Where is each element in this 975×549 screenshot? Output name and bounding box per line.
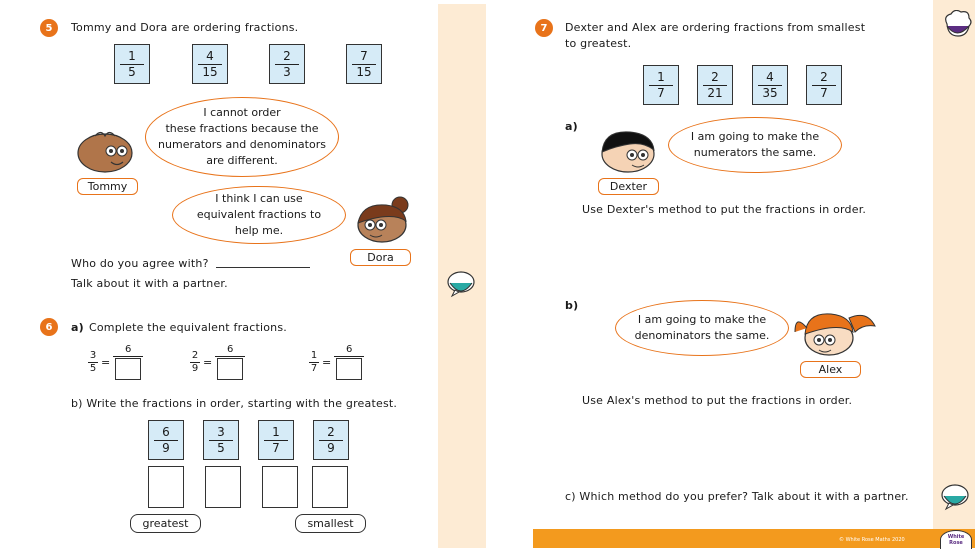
eq3-answer-box[interactable] — [336, 358, 362, 380]
who-agree-answer-line[interactable] — [216, 267, 310, 268]
q5-card-2 — [192, 44, 228, 84]
q7-card-1-num: 1 — [657, 69, 665, 84]
smallest-label: smallest — [295, 514, 366, 533]
q6-card-4-den: 9 — [327, 440, 335, 455]
discussion-icon — [446, 270, 476, 298]
dexter-speech-line-2: numerators the same. — [693, 146, 817, 159]
discussion-icon-right — [939, 483, 971, 511]
q5-card-1-den: 5 — [128, 64, 136, 79]
dora-name-tag: Dora — [350, 249, 411, 266]
eq1-result-num: 6 — [125, 344, 132, 355]
q6-card-3-num: 1 — [272, 424, 280, 439]
eq3-result-num: 6 — [346, 344, 353, 355]
eq2-den: 9 — [191, 363, 199, 374]
dexter-task-text: Use Dexter's method to put the fractions in order. — [582, 203, 867, 216]
q6-card-4-num: 2 — [327, 424, 335, 439]
tommy-speech-line-4: are different. — [206, 154, 278, 167]
q6-card-1-den: 9 — [162, 440, 170, 455]
tommy-speech-line-1: I cannot order — [203, 106, 281, 119]
q6-card-2-den: 5 — [217, 440, 225, 455]
eq1-den: 5 — [89, 363, 97, 374]
alex-name-tag: Alex — [800, 361, 861, 378]
alex-face-icon — [793, 308, 877, 358]
q6-card-1-num: 6 — [162, 424, 170, 439]
q7-card-2 — [697, 65, 733, 105]
greatest-label: greatest — [130, 514, 201, 533]
order-box-4[interactable] — [312, 466, 348, 508]
q6-card-3-den: 7 — [272, 440, 280, 455]
alex-task-text: Use Alex's method to put the fractions in order. — [582, 394, 853, 407]
talk-partner-text: Talk about it with a partner. — [71, 277, 228, 290]
who-agree-text: Who do you agree with? — [71, 257, 209, 270]
q7-card-4 — [806, 65, 842, 105]
q6-equation-2: $\frac{2}{9}$ = 6 — [190, 345, 245, 380]
alex-speech-line-2: denominators the same. — [634, 329, 770, 342]
q7-card-2-num: 2 — [711, 69, 719, 84]
eq2-result-num: 6 — [227, 344, 234, 355]
dexter-face-icon — [596, 128, 660, 174]
question-6-number: 6 — [40, 318, 58, 336]
dexter-speech-line-1: I am going to make the — [690, 130, 820, 143]
tommy-name-tag: Tommy — [77, 178, 138, 195]
tommy-speech-bubble — [145, 97, 339, 177]
q7-card-3 — [752, 65, 788, 105]
q5-card-2-den: 15 — [202, 64, 218, 79]
q6a-label: a) — [71, 321, 84, 334]
q5-card-4-den: 15 — [356, 64, 372, 79]
q6-card-2 — [203, 420, 239, 460]
tommy-face-icon — [73, 128, 137, 174]
dora-speech-line-3: help me. — [234, 224, 284, 237]
dora-face-icon — [350, 195, 416, 245]
q5-card-3-den: 3 — [283, 64, 291, 79]
question-7-text-line-1: Dexter and Alex are ordering fractions from smallest — [565, 21, 866, 34]
question-7-text-line-2: to greatest. — [565, 37, 632, 50]
alex-speech-bubble — [615, 300, 789, 356]
dexter-speech-bubble — [668, 117, 842, 173]
order-box-3[interactable] — [262, 466, 298, 508]
white-rose-logo — [940, 530, 972, 549]
logo-line-1: White — [947, 534, 965, 540]
dora-speech-line-2: equivalent fractions to — [196, 208, 322, 221]
q7-card-4-den: 7 — [820, 85, 828, 100]
question-7-number: 7 — [535, 19, 553, 37]
thinking-cloud-icon — [941, 10, 973, 40]
dexter-name-tag: Dexter — [598, 178, 659, 195]
q7-card-3-den: 35 — [762, 85, 778, 100]
q7-card-3-num: 4 — [766, 69, 774, 84]
tommy-speech-line-2: these fractions because the — [165, 122, 319, 135]
q7a-label: a) — [565, 120, 578, 133]
q6a-text: Complete the equivalent fractions. — [89, 321, 287, 334]
q5-card-4 — [346, 44, 382, 84]
q7-card-2-den: 21 — [707, 85, 723, 100]
question-5-number: 5 — [40, 19, 58, 37]
alex-speech-line-1: I am going to make the — [637, 313, 767, 326]
logo-line-2: Rose — [949, 540, 963, 546]
eq3-den: 7 — [310, 363, 318, 374]
q7-card-4-num: 2 — [820, 69, 828, 84]
q5-card-2-num: 4 — [206, 48, 214, 63]
q6-equation-1: $\frac{3}{5}$ = 6 — [88, 345, 143, 380]
q5-card-3 — [269, 44, 305, 84]
q7-card-1-den: 7 — [657, 85, 665, 100]
q5-card-4-num: 7 — [360, 48, 368, 63]
dora-speech-bubble — [172, 186, 346, 244]
dora-speech-line-1: I think I can use — [215, 192, 303, 205]
eq2-answer-box[interactable] — [217, 358, 243, 380]
footer-bar — [533, 529, 975, 548]
q6-card-1 — [148, 420, 184, 460]
q7c-text: c) Which method do you prefer? Talk about it with a partner. — [565, 490, 909, 503]
q6-card-3 — [258, 420, 294, 460]
order-box-2[interactable] — [205, 466, 241, 508]
tommy-speech-line-3: numerators and denominators — [158, 138, 326, 151]
q6-equation-3: $\frac{1}{7}$ = 6 — [309, 345, 364, 380]
q5-card-1 — [114, 44, 150, 84]
q5-card-3-num: 2 — [283, 48, 291, 63]
eq2-num: 2 — [191, 350, 199, 361]
eq1-answer-box[interactable] — [115, 358, 141, 380]
q7b-label: b) — [565, 299, 579, 312]
q7-card-1 — [643, 65, 679, 105]
q6-card-2-num: 3 — [217, 424, 225, 439]
q5-card-1-num: 1 — [128, 48, 136, 63]
q6b-text: b) Write the fractions in order, starting with the greatest. — [71, 397, 398, 410]
eq3-num: 1 — [310, 350, 318, 361]
divider-stripe-right — [933, 0, 975, 530]
question-5-text: Tommy and Dora are ordering fractions. — [71, 21, 299, 34]
eq1-num: 3 — [89, 350, 97, 361]
footer-copyright: © White Rose Maths 2020 — [839, 537, 905, 543]
q6-card-4 — [313, 420, 349, 460]
order-box-1[interactable] — [148, 466, 184, 508]
